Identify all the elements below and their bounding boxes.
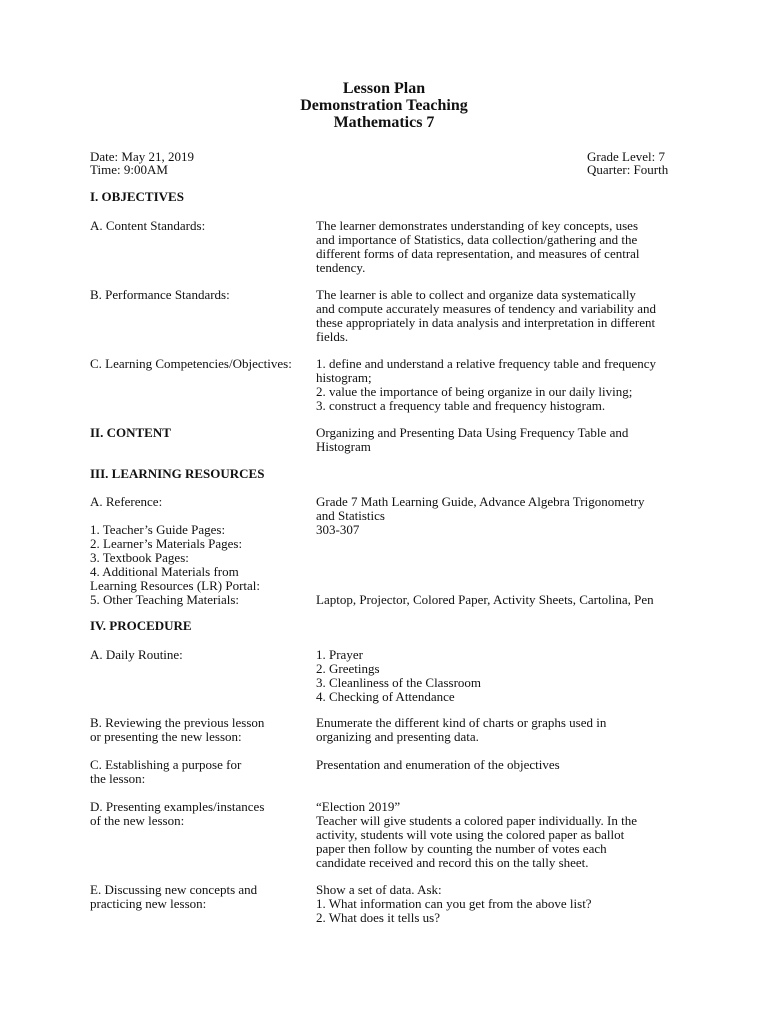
resource-item: 5. Other Teaching Materials: — [90, 592, 240, 607]
examples-line: “Election 2019” — [316, 799, 401, 814]
reviewing-lesson-text — [316, 716, 682, 744]
performance-standards-line: and compute accurately measures of tendency and variability and — [316, 301, 657, 316]
daily-routine-label: A. Daily Routine: — [90, 647, 183, 662]
resource-item: 3. Textbook Pages: — [90, 550, 189, 565]
reviewing-lesson-label-line: or presenting the new lesson: — [90, 729, 242, 744]
performance-standards-line: The learner is able to collect and organize data systematically — [316, 287, 636, 302]
title-demonstration-teaching: Demonstration Teaching — [300, 97, 468, 114]
resource-items-list — [90, 523, 310, 607]
content-standards-line: The learner demonstrates understanding of key concepts, uses — [316, 218, 639, 233]
title-subject: Mathematics 7 — [333, 114, 435, 131]
discussing-line: 2. What does it tells us? — [316, 910, 440, 925]
reviewing-lesson-line: Enumerate the different kind of charts or graphs used in — [316, 715, 607, 730]
discussing-line: Show a set of data. Ask: — [316, 882, 442, 897]
purpose-label — [90, 758, 310, 786]
resource-item: Learning Resources (LR) Portal: — [90, 578, 261, 593]
content-line: Organizing and Presenting Data Using Frequency Table and — [316, 425, 629, 440]
reviewing-lesson-line: organizing and presenting data. — [316, 729, 479, 744]
reference-line: and Statistics — [316, 508, 385, 523]
resource-item: 1. Teacher’s Guide Pages: — [90, 522, 226, 537]
purpose-text: Presentation and enumeration of the objectives — [316, 757, 560, 772]
competencies-line: 1. define and understand a relative frequency table and frequency — [316, 356, 657, 371]
purpose-label-line: C. Establishing a purpose for — [90, 757, 242, 772]
date-text: Date: May 21, 2019 — [90, 149, 194, 164]
daily-routine-item: 3. Cleanliness of the Classroom — [316, 675, 482, 690]
content-text — [316, 426, 682, 454]
content-line: Histogram — [316, 439, 371, 454]
examples-text — [316, 800, 682, 870]
daily-routine-item: 1. Prayer — [316, 647, 363, 662]
resource-item: 4. Additional Materials from — [90, 564, 239, 579]
content-standards-text — [316, 219, 682, 275]
competencies-line: 2. value the importance of being organize in our daily living; — [316, 384, 633, 399]
grade-level-text: Grade Level: 7 — [587, 149, 665, 164]
competencies-text — [316, 357, 682, 413]
examples-label — [90, 800, 310, 828]
purpose-label-line: the lesson: — [90, 771, 146, 786]
examples-line: paper then follow by counting the number of votes each — [316, 841, 607, 856]
discussing-label-line: practicing new lesson: — [90, 896, 207, 911]
examples-label-line: D. Presenting examples/instances — [90, 799, 265, 814]
discussing-text — [316, 883, 682, 925]
time-text: Time: 9:00AM — [90, 162, 168, 177]
content-standards-line: different forms of data representation, and measures of central — [316, 246, 640, 261]
title-lesson-plan: Lesson Plan — [342, 80, 426, 97]
reference-line: Grade 7 Math Learning Guide, Advance Algebra Trigonometry — [316, 494, 645, 509]
resource-item: 2. Learner’s Materials Pages: — [90, 536, 243, 551]
reference-label: A. Reference: — [90, 494, 163, 509]
examples-label-line: of the new lesson: — [90, 813, 185, 828]
reviewing-lesson-label-line: B. Reviewing the previous lesson — [90, 715, 265, 730]
performance-standards-line: fields. — [316, 329, 349, 344]
content-heading: II. CONTENT — [90, 425, 171, 440]
content-standards-label: A. Content Standards: — [90, 218, 206, 233]
reviewing-lesson-label — [90, 716, 310, 744]
content-standards-line: and importance of Statistics, data collection/gathering and the — [316, 232, 638, 247]
discussing-line: 1. What information can you get from the above list? — [316, 896, 592, 911]
discussing-label-line: E. Discussing new concepts and — [90, 882, 258, 897]
procedure-heading: IV. PROCEDURE — [90, 618, 192, 633]
examples-line: candidate received and record this on the tally sheet. — [316, 855, 589, 870]
other-materials-text: Laptop, Projector, Colored Paper, Activity Sheets, Cartolina, Pen — [316, 592, 654, 607]
performance-standards-label: B. Performance Standards: — [90, 287, 230, 302]
competencies-line: histogram; — [316, 370, 372, 385]
competencies-label: C. Learning Competencies/Objectives: — [90, 356, 292, 371]
performance-standards-line: these appropriately in data analysis and interpretation in different — [316, 315, 656, 330]
performance-standards-text — [316, 288, 682, 344]
objectives-heading: I. OBJECTIVES — [90, 189, 184, 204]
reference-line: 303-307 — [316, 522, 360, 537]
reference-text — [316, 495, 682, 537]
competencies-line: 3. construct a frequency table and frequency histogram. — [316, 398, 606, 413]
examples-line: Teacher will give students a colored paper individually. In the — [316, 813, 637, 828]
daily-routine-item: 2. Greetings — [316, 661, 380, 676]
resources-heading: III. LEARNING RESOURCES — [90, 466, 265, 481]
daily-routine-item: 4. Checking of Attendance — [316, 689, 455, 704]
daily-routine-list — [316, 648, 682, 704]
content-standards-line: tendency. — [316, 260, 366, 275]
quarter-text: Quarter: Fourth — [587, 162, 669, 177]
examples-line: activity, students will vote using the colored paper as ballot — [316, 827, 625, 842]
discussing-label — [90, 883, 310, 911]
